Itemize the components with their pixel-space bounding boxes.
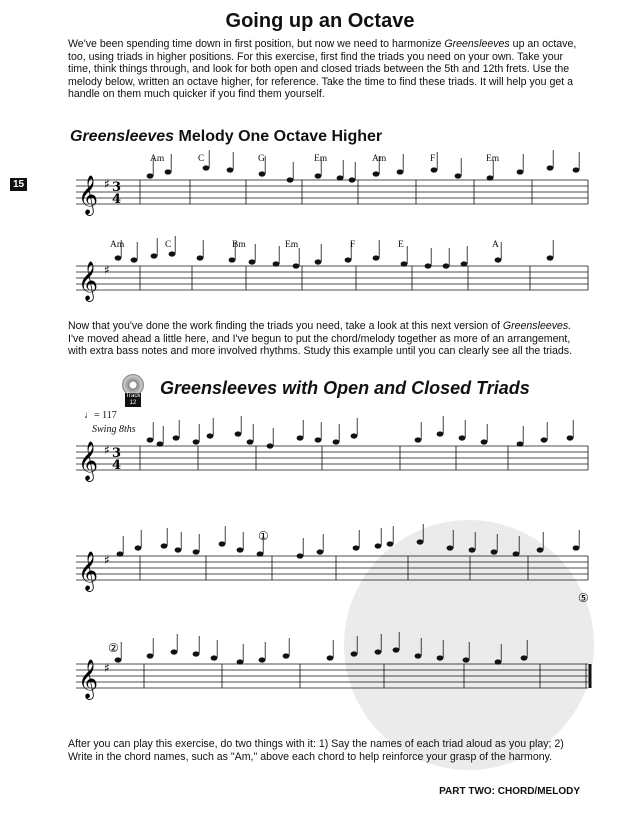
note-head xyxy=(517,169,524,174)
note-head xyxy=(169,251,176,256)
note-head xyxy=(193,549,200,554)
time-sig-bottom: 4 xyxy=(112,192,122,207)
note-head xyxy=(333,439,340,444)
note-head xyxy=(397,169,404,174)
note-head xyxy=(315,259,322,264)
time-sig-top: 3 xyxy=(112,180,122,195)
note-head xyxy=(351,651,358,656)
time-sig-top: 3 xyxy=(112,446,122,461)
chord-symbol: G xyxy=(258,154,265,164)
chord-symbol: Am xyxy=(110,240,125,250)
note-head xyxy=(495,659,502,664)
note-head xyxy=(229,257,236,262)
note-head xyxy=(117,551,124,556)
note-head xyxy=(207,433,214,438)
note-head xyxy=(567,435,574,440)
note-head xyxy=(283,653,290,658)
note-head xyxy=(517,441,524,446)
note-head xyxy=(547,165,554,170)
note-head xyxy=(459,435,466,440)
note-head xyxy=(541,437,548,442)
note-head xyxy=(147,173,154,178)
note-head xyxy=(387,541,394,546)
note-head xyxy=(235,431,242,436)
chord-symbol: Am xyxy=(150,154,165,164)
note-head xyxy=(315,437,322,442)
treble-clef: 𝄞 xyxy=(78,551,99,591)
note-head xyxy=(401,261,408,266)
note-head xyxy=(513,551,520,556)
note-head xyxy=(345,257,352,262)
note-head xyxy=(537,547,544,552)
note-head xyxy=(115,255,122,260)
chord-symbol: C xyxy=(198,154,205,164)
note-head xyxy=(415,653,422,658)
note-head xyxy=(157,441,164,446)
treble-clef: 𝄞 xyxy=(78,261,99,301)
treble-clef: 𝄞 xyxy=(78,441,99,481)
note-head xyxy=(151,253,158,258)
note-head xyxy=(257,551,264,556)
tempo-marking: ♩= 117 xyxy=(84,410,117,421)
note-head xyxy=(417,539,424,544)
chord-symbol: C xyxy=(165,240,172,250)
note-head xyxy=(197,255,204,260)
note-head xyxy=(237,547,244,552)
chord-symbol: A xyxy=(492,240,499,250)
note-head xyxy=(455,173,462,178)
note-head xyxy=(175,547,182,552)
key-signature: ♯ xyxy=(104,443,110,457)
note-head xyxy=(249,259,256,264)
note-head xyxy=(437,431,444,436)
string-marker: ② xyxy=(108,641,119,655)
chord-symbol: F xyxy=(430,154,436,164)
note-head xyxy=(247,439,254,444)
note-head xyxy=(115,657,122,662)
note-head xyxy=(135,545,142,550)
treble-clef: 𝄞 xyxy=(78,659,99,699)
note-head xyxy=(131,257,138,262)
section-heading-melody: Greensleeves Melody One Octave Higher xyxy=(70,128,383,145)
note-head xyxy=(491,549,498,554)
key-signature: ♯ xyxy=(104,177,110,191)
note-head xyxy=(487,175,494,180)
note-head xyxy=(375,649,382,654)
note-head xyxy=(431,167,438,172)
time-sig-bottom: 4 xyxy=(112,458,122,473)
note-head xyxy=(425,263,432,268)
key-signature: ♯ xyxy=(104,263,110,277)
note-head xyxy=(297,553,304,558)
note-head xyxy=(203,165,210,170)
note-head xyxy=(373,171,380,176)
note-head xyxy=(287,177,294,182)
chord-symbol: Em xyxy=(314,154,328,164)
swing-marking: Swing 8ths xyxy=(92,424,136,435)
note-head xyxy=(173,435,180,440)
note-head xyxy=(547,255,554,260)
chord-symbol: E xyxy=(398,240,404,250)
page-title: Going up an Octave xyxy=(225,10,415,32)
chord-symbol: Em xyxy=(285,240,299,250)
note-head xyxy=(353,545,360,550)
key-signature: ♯ xyxy=(104,661,110,675)
note-head xyxy=(211,655,218,660)
note-head xyxy=(461,261,468,266)
note-head xyxy=(171,649,178,654)
chord-symbol: Bm xyxy=(232,240,246,250)
note-head xyxy=(193,651,200,656)
note-head xyxy=(161,543,168,548)
note-head xyxy=(415,437,422,442)
chord-symbol: F xyxy=(350,240,356,250)
note-head xyxy=(297,435,304,440)
note-head xyxy=(259,171,266,176)
note-head xyxy=(165,169,172,174)
note-head xyxy=(463,657,470,662)
note-head xyxy=(573,545,580,550)
note-head xyxy=(349,177,356,182)
footer-label: PART TWO: CHORD/MELODY xyxy=(439,786,580,797)
note-head xyxy=(573,167,580,172)
note-head xyxy=(259,657,266,662)
key-signature: ♯ xyxy=(104,553,110,567)
note-head xyxy=(273,261,280,266)
track-label: Track 12 xyxy=(125,393,141,406)
note-head xyxy=(393,647,400,652)
string-marker: ⑤ xyxy=(578,591,589,605)
section-heading-arrangement: Greensleeves with Open and Closed Triads xyxy=(160,378,530,398)
note-head xyxy=(327,655,334,660)
note-head xyxy=(267,443,274,448)
note-head xyxy=(293,263,300,268)
note-head xyxy=(469,547,476,552)
note-head xyxy=(147,437,154,442)
note-head xyxy=(237,659,244,664)
treble-clef: 𝄞 xyxy=(78,175,99,215)
intro-paragraph: We've been spending time down in first position, but now we need to harmonize Greensleeves up an octave, too, using triads in higher positions. For this exercise, first find the triads you need on your own. Take your time, think things through, and look for both open and closed triads between the 5th and 12th frets. Use the melody below, written an octave higher, for reference. Take the time to find these triads. It will help you get a handle on them much quicker if you find them yourself. xyxy=(68,38,577,101)
final-paragraph: After you can play this exercise, do two things with it: 1) Say the names of each triad aloud as you play; 2) Write in the chord names, such as "Am," above each chord to help reinforce your grasp of the harmony. xyxy=(68,738,564,763)
note-head xyxy=(317,549,324,554)
note-head xyxy=(437,655,444,660)
note-head xyxy=(373,255,380,260)
middle-paragraph: Now that you've done the work finding the triads you need, take a look at this next version of Greensleeves. I've moved ahead a little here, and I've begun to put the chord/melody together as more of an arrangement, with extra bass notes and more involved rhythms. Study this example until you can clearly see all the triads. xyxy=(68,320,573,358)
note-head xyxy=(443,263,450,268)
note-head xyxy=(447,545,454,550)
note-head xyxy=(351,433,358,438)
chord-symbol: Am xyxy=(372,154,387,164)
note-head xyxy=(481,439,488,444)
note-head xyxy=(147,653,154,658)
chord-symbol: Em xyxy=(486,154,500,164)
note-head xyxy=(375,543,382,548)
note-head xyxy=(193,439,200,444)
note-head xyxy=(227,167,234,172)
example-number-badge: 15 xyxy=(10,178,27,191)
note-head xyxy=(337,175,344,180)
note-head xyxy=(219,541,226,546)
note-head xyxy=(315,173,322,178)
note-head xyxy=(495,257,502,262)
string-marker: ① xyxy=(258,529,269,543)
note-head xyxy=(521,655,528,660)
